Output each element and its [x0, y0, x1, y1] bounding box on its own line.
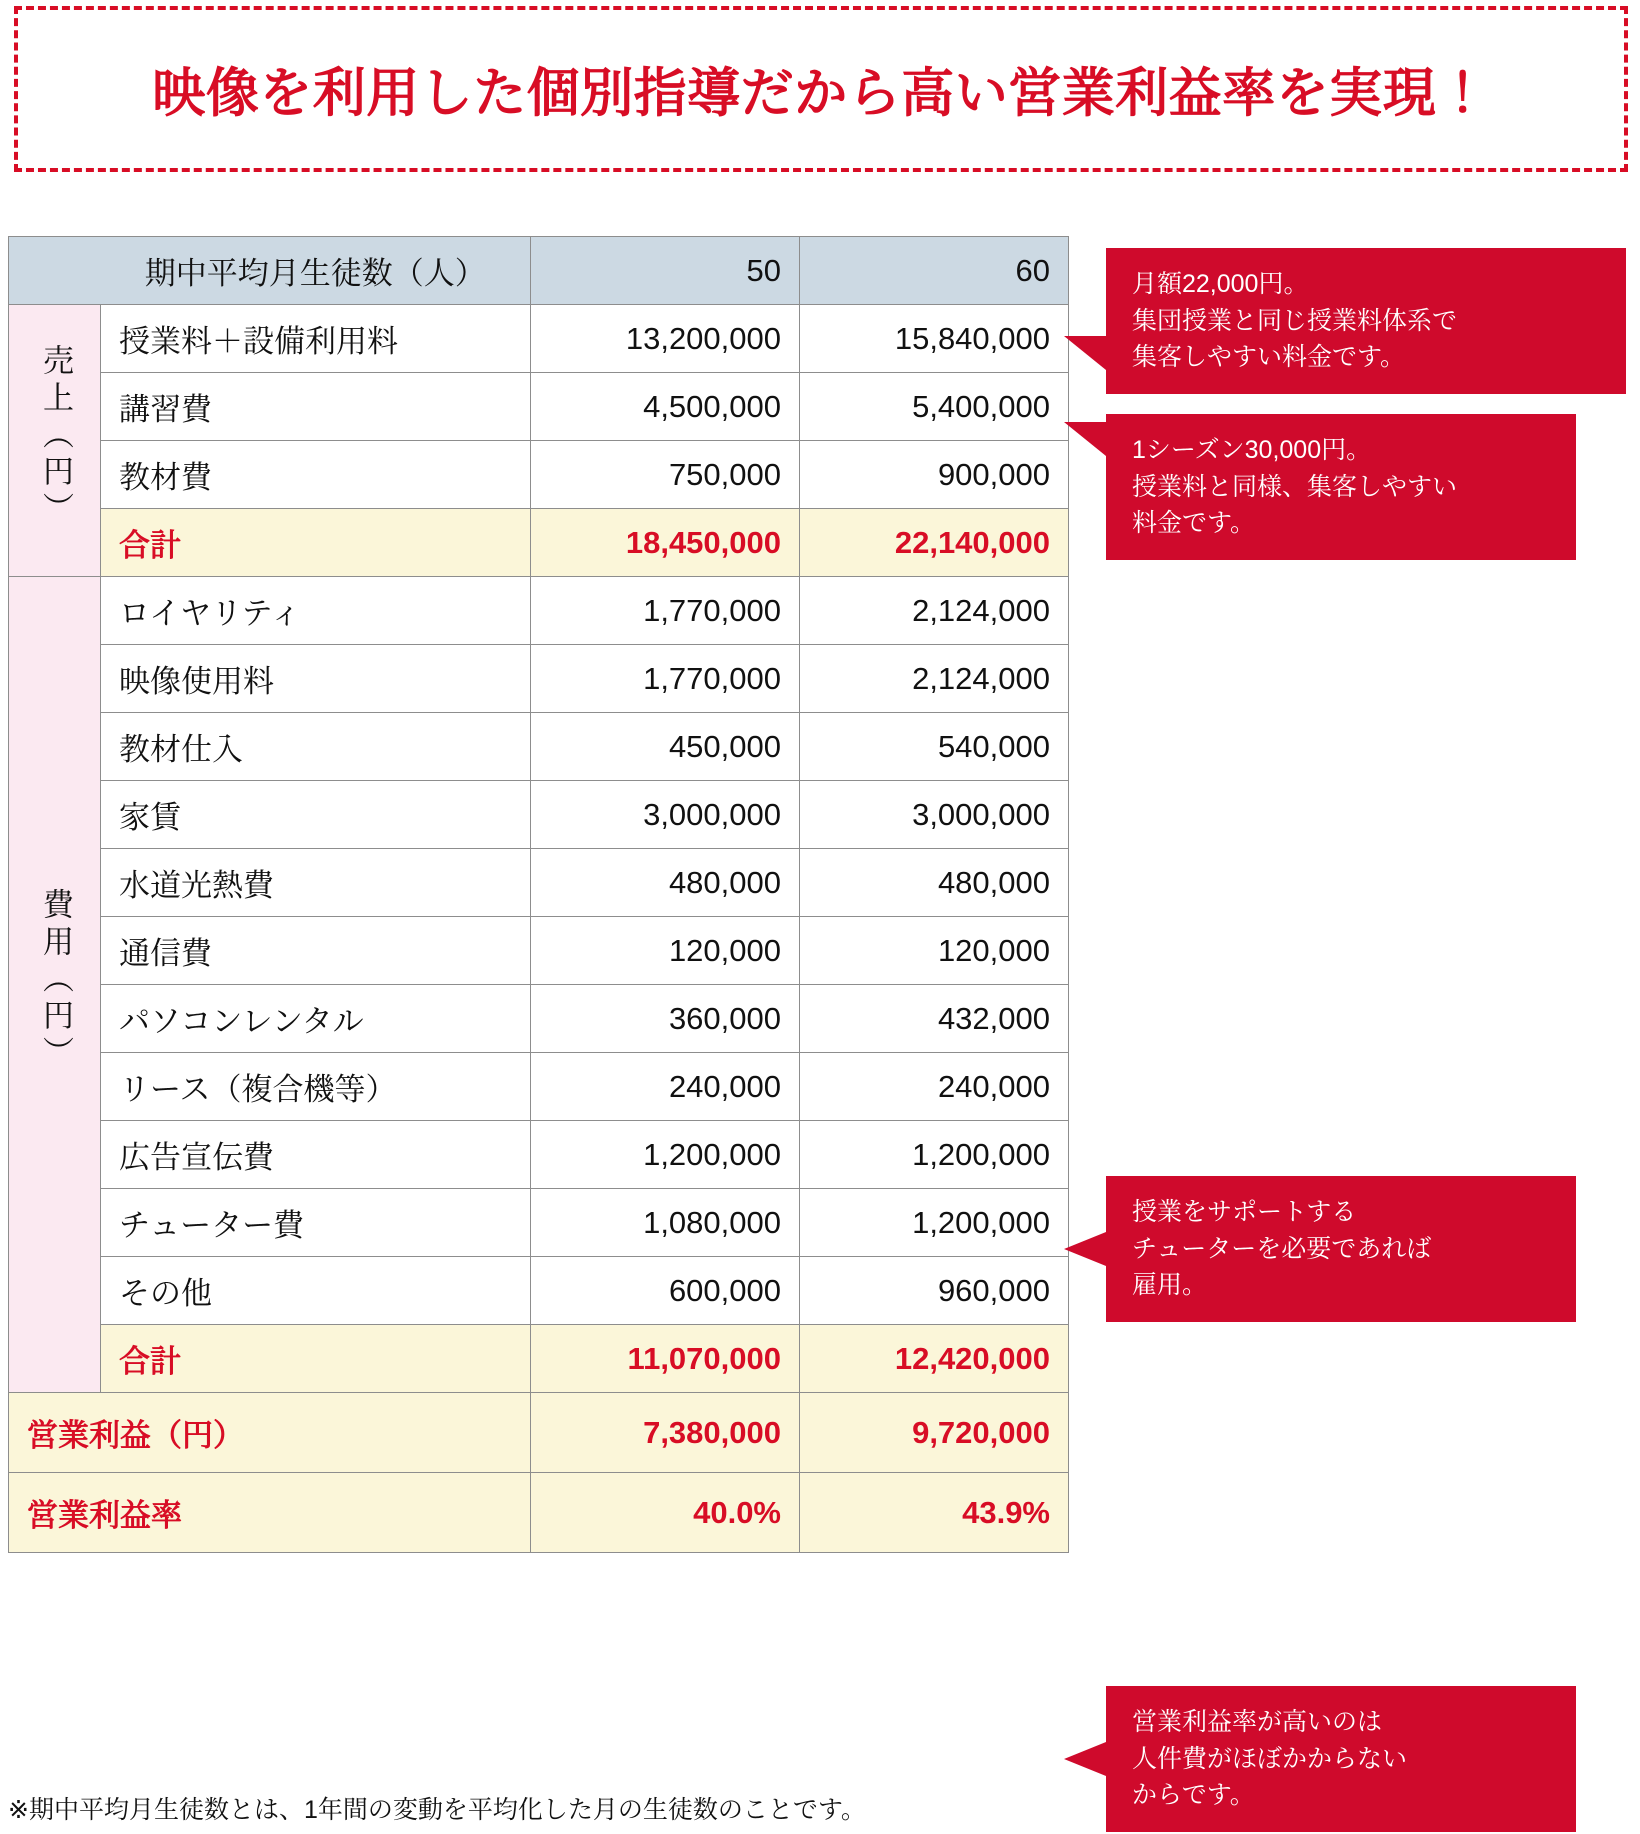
- summary-item-label: 営業利益（円）: [9, 1393, 531, 1473]
- row-item-label: 水道光熱費: [101, 849, 531, 917]
- header-col-60: 60: [800, 237, 1069, 305]
- row-value-50: 18,450,000: [531, 509, 800, 577]
- table-row: [9, 645, 1069, 713]
- callout-margin: [1106, 1686, 1576, 1832]
- row-value-50: 1,200,000: [531, 1121, 800, 1189]
- row-item-label: 合計: [101, 1325, 531, 1393]
- table-row: [9, 1257, 1069, 1325]
- row-value-50: 360,000: [531, 985, 800, 1053]
- row-value-60: 1,200,000: [800, 1189, 1069, 1257]
- table-row: [9, 1053, 1069, 1121]
- row-value-60: 240,000: [800, 1053, 1069, 1121]
- row-value-60: 480,000: [800, 849, 1069, 917]
- row-item-label: チューター費: [101, 1189, 531, 1257]
- callout-seminar-line-3: 料金です。: [1132, 509, 1256, 537]
- footnote: ※期中平均月生徒数とは、1年間の変動を平均化した月の生徒数のことです。: [8, 1796, 866, 1824]
- table-header-row: [9, 237, 1069, 305]
- table-row: [9, 441, 1069, 509]
- row-value-60: 15,840,000: [800, 305, 1069, 373]
- header-col-50: 50: [531, 237, 800, 305]
- section-side-label-sales: 売上（円）: [9, 305, 101, 577]
- callout-tutor-tail-icon: [1064, 1232, 1106, 1266]
- row-value-50: 450,000: [531, 713, 800, 781]
- row-item-label: ロイヤリティ: [101, 577, 531, 645]
- row-value-60: 2,124,000: [800, 577, 1069, 645]
- row-value-60: 1,200,000: [800, 1121, 1069, 1189]
- header-metric-label: 期中平均月生徒数（人）: [101, 237, 531, 305]
- callout-margin-line-3: からです。: [1132, 1781, 1255, 1809]
- callout-margin-tail-icon: [1064, 1742, 1106, 1776]
- summary-value-60: 9,720,000: [800, 1393, 1069, 1473]
- table-row: [9, 1121, 1069, 1189]
- table-row: [9, 1325, 1069, 1393]
- callout-tuition-line-1: 月額22,000円。: [1132, 270, 1309, 298]
- row-value-60: 432,000: [800, 985, 1069, 1053]
- row-value-50: 120,000: [531, 917, 800, 985]
- row-item-label: リース（複合機等）: [101, 1053, 531, 1121]
- table-row: [9, 305, 1069, 373]
- table-row: [9, 849, 1069, 917]
- row-value-60: 540,000: [800, 713, 1069, 781]
- summary-value-50: 40.0%: [531, 1473, 800, 1553]
- table-row: [9, 713, 1069, 781]
- callout-tutor: [1106, 1176, 1576, 1322]
- callout-tuition-line-2: 集団授業と同じ授業料体系で: [1132, 306, 1458, 335]
- row-item-label: 教材仕入: [101, 713, 531, 781]
- callout-seminar-tail-icon: [1064, 422, 1106, 456]
- row-item-label: 授業料＋設備利用料: [101, 305, 531, 373]
- row-value-50: 1,080,000: [531, 1189, 800, 1257]
- summary-item-label: 営業利益率: [9, 1473, 531, 1553]
- headline-title: 映像を利用した個別指導だから高い営業利益率を実現！: [152, 64, 1490, 123]
- row-value-60: 3,000,000: [800, 781, 1069, 849]
- callout-seminar: [1106, 414, 1576, 560]
- row-value-50: 240,000: [531, 1053, 800, 1121]
- financial-table: [8, 236, 1069, 1553]
- callout-tutor-line-3: 雇用。: [1132, 1271, 1208, 1299]
- summary-value-50: 7,380,000: [531, 1393, 800, 1473]
- row-value-60: 5,400,000: [800, 373, 1069, 441]
- row-value-50: 600,000: [531, 1257, 800, 1325]
- row-item-label: その他: [101, 1257, 531, 1325]
- callout-seminar-line-2: 授業料と同様、集客しやすい: [1132, 472, 1458, 501]
- callout-tuition-tail-icon: [1064, 336, 1106, 370]
- table-row: [9, 781, 1069, 849]
- financial-table-wrap: [8, 236, 1068, 1553]
- row-value-50: 3,000,000: [531, 781, 800, 849]
- row-value-60: 12,420,000: [800, 1325, 1069, 1393]
- callout-tutor-line-1: 授業をサポートする: [1132, 1198, 1357, 1226]
- headline-banner: [14, 6, 1628, 172]
- row-item-label: 通信費: [101, 917, 531, 985]
- row-value-60: 960,000: [800, 1257, 1069, 1325]
- table-row: [9, 509, 1069, 577]
- summary-value-60: 43.9%: [800, 1473, 1069, 1553]
- callout-margin-line-2: 人件費がほぼかからない: [1132, 1744, 1408, 1773]
- table-row: [9, 373, 1069, 441]
- row-value-60: 2,124,000: [800, 645, 1069, 713]
- row-value-60: 120,000: [800, 917, 1069, 985]
- row-value-50: 480,000: [531, 849, 800, 917]
- row-value-50: 13,200,000: [531, 305, 800, 373]
- table-row: [9, 577, 1069, 645]
- row-value-60: 22,140,000: [800, 509, 1069, 577]
- header-corner-cell: [9, 237, 101, 305]
- financial-table-body: [9, 237, 1069, 1553]
- section-side-label-costs: 費用（円）: [9, 577, 101, 1393]
- callout-margin-line-1: 営業利益率が高いのは: [1132, 1708, 1383, 1736]
- table-row: [9, 985, 1069, 1053]
- callout-seminar-line-1: 1シーズン30,000円。: [1132, 436, 1372, 464]
- row-item-label: 映像使用料: [101, 645, 531, 713]
- row-item-label: 家賃: [101, 781, 531, 849]
- table-row: [9, 1189, 1069, 1257]
- row-item-label: パソコンレンタル: [101, 985, 531, 1053]
- table-summary-row: [9, 1473, 1069, 1553]
- callout-tuition: [1106, 248, 1626, 394]
- row-value-50: 4,500,000: [531, 373, 800, 441]
- callout-tutor-line-2: チューターを必要であれば: [1132, 1234, 1432, 1263]
- row-item-label: 講習費: [101, 373, 531, 441]
- row-value-60: 900,000: [800, 441, 1069, 509]
- row-item-label: 教材費: [101, 441, 531, 509]
- table-summary-row: [9, 1393, 1069, 1473]
- row-value-50: 1,770,000: [531, 645, 800, 713]
- table-row: [9, 917, 1069, 985]
- row-value-50: 1,770,000: [531, 577, 800, 645]
- callout-tuition-line-3: 集客しやすい料金です。: [1132, 343, 1406, 371]
- row-item-label: 合計: [101, 509, 531, 577]
- row-item-label: 広告宣伝費: [101, 1121, 531, 1189]
- row-value-50: 750,000: [531, 441, 800, 509]
- row-value-50: 11,070,000: [531, 1325, 800, 1393]
